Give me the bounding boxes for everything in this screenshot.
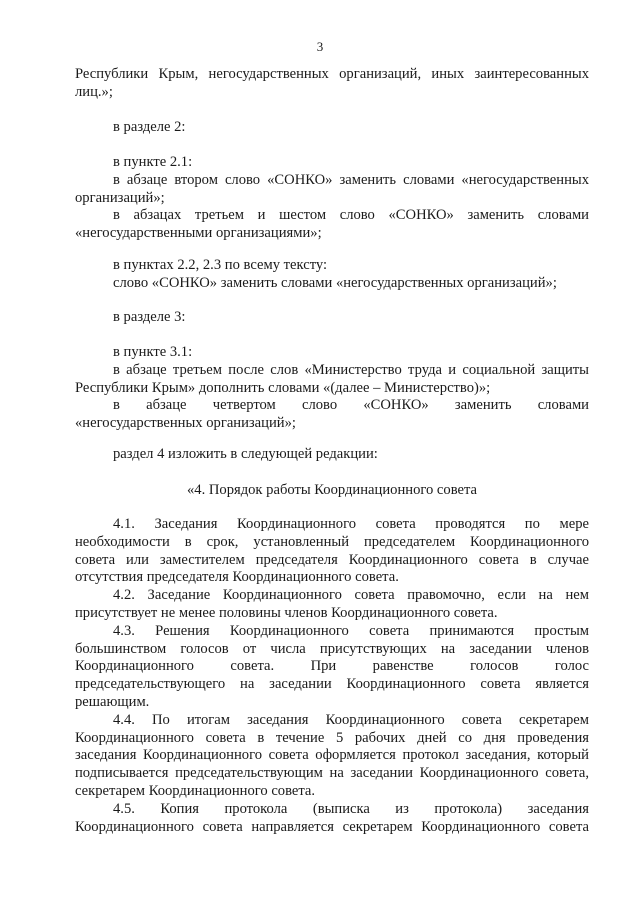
text-line: Республики Крым, негосударственных организаций, иных заинтересованных xyxy=(75,66,589,82)
text-line: председательствующего на заседании Координационного совета является xyxy=(75,676,589,693)
text-line: «негосударственными организациями»; xyxy=(75,225,322,242)
section-4-intro xyxy=(75,446,589,464)
text-line: отсутствия председателя Координационного совета. xyxy=(75,569,399,586)
text-line: Координационного совета направляется секретарем Координационного совета xyxy=(75,818,589,835)
text-line: совета или заместителем председателя Координационного совета в случае xyxy=(75,551,589,568)
text-line: Координационного совета в течение 5 рабочих дней со дня проведения xyxy=(75,729,589,746)
text-line: в абзаце четвертом слово «СОНКО» заменить словами xyxy=(113,397,589,414)
page-number: 3 xyxy=(316,39,324,54)
text-line: заседания Координационного совета оформляется протокол заседания, который xyxy=(75,747,589,764)
text-line: в абзаце третьем после слов «Министерство труда и социальной защиты xyxy=(113,361,589,378)
text-line: необходимости в срок, установленный председателем Координационного xyxy=(75,533,589,550)
section-title: «4. Порядок работы Координационного совета xyxy=(186,482,478,498)
text-line: Координационного совета. При равенстве голосов голос xyxy=(75,658,589,675)
points-2-2-2-3-paragraph xyxy=(75,257,589,293)
text-line: подписывается председательствующим на заседании Координационного совета, xyxy=(75,765,589,782)
text-line: в разделе 2: xyxy=(113,119,186,135)
text-line: слово «СОНКО» заменить словами «негосударственных организаций»; xyxy=(113,274,557,291)
point-2-1-paragraph xyxy=(75,154,589,243)
section-4-title xyxy=(75,482,589,500)
text-line: 4.2. Заседание Координационного совета правомочно, если на нем xyxy=(113,587,589,604)
text-line: в пунктах 2.2, 2.3 по всему тексту: xyxy=(113,257,328,273)
text-line: «негосударственных организаций»; xyxy=(75,415,296,432)
text-line: в абзацах третьем и шестом слово «СОНКО» заменить словами xyxy=(113,207,589,224)
text-line: большинством голосов от числа присутствующих на заседании членов xyxy=(75,640,589,657)
text-line: Республики Крым» дополнить словами «(далее – Министерство)»; xyxy=(75,379,491,396)
section-2-heading xyxy=(75,119,589,137)
text-line: организаций»; xyxy=(75,189,165,206)
text-line: в пункте 2.1: xyxy=(113,154,193,170)
paragraph-continuation xyxy=(75,66,589,102)
text-line: 4.3. Решения Координационного совета принимаются простым xyxy=(113,622,589,639)
section-4-body xyxy=(75,516,589,836)
text-line: 4.4. По итогам заседания Координационного совета секретарем xyxy=(113,711,589,728)
text-line: раздел 4 изложить в следующей редакции: xyxy=(113,446,378,462)
text-line: присутствует не менее половины членов Координационного совета. xyxy=(75,604,498,621)
section-3-heading xyxy=(75,309,589,327)
text-line: 4.5. Копия протокола (выписка из протокола) заседания xyxy=(113,800,589,817)
text-line: секретарем Координационного совета. xyxy=(75,782,316,799)
text-line: в разделе 3: xyxy=(113,309,186,325)
text-line: в абзаце втором слово «СОНКО» заменить словами «негосударственных xyxy=(113,171,589,188)
text-line: лиц.»; xyxy=(75,83,113,100)
text-line: решающим. xyxy=(75,693,150,710)
point-3-1-paragraph xyxy=(75,344,589,433)
text-line: в пункте 3.1: xyxy=(113,344,193,360)
text-line: 4.1. Заседания Координационного совета проводятся по мере xyxy=(113,516,589,532)
